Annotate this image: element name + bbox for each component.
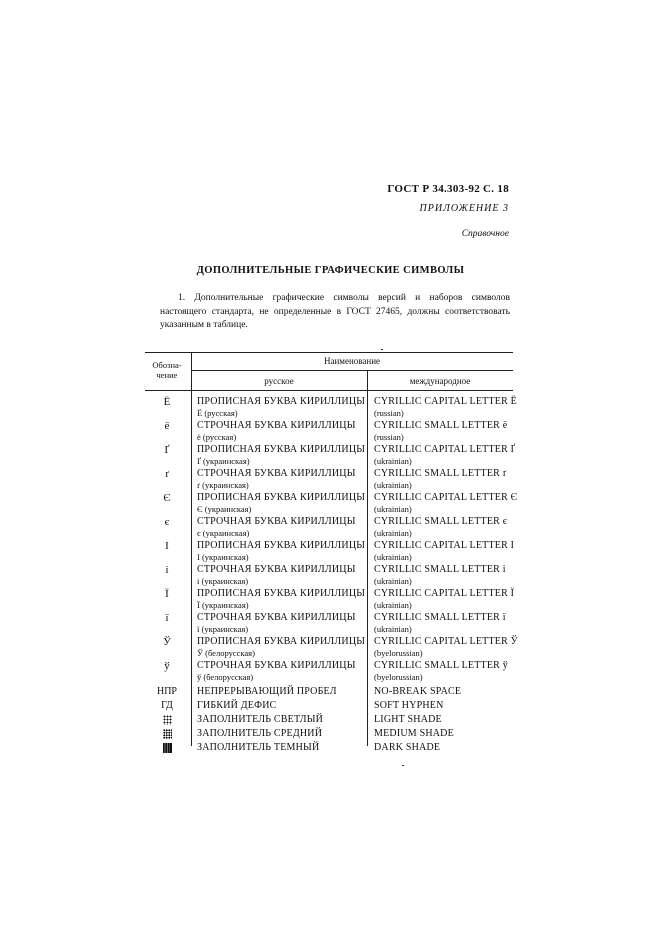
table-row: [145, 468, 513, 492]
table-row: [145, 742, 513, 756]
row-international-name: DARK SHADE: [374, 742, 441, 753]
header-name: Наименование: [323, 356, 381, 366]
row-international-sub: (ukrainian): [374, 504, 412, 514]
row-international-name: NO-BREAK SPACE: [374, 686, 462, 697]
row-international-name: CYRILLIC SMALL LETTER і: [374, 564, 506, 575]
row-russian-sub: ў (белорусская): [197, 672, 254, 682]
dark-shade-icon: [145, 742, 189, 753]
table-row: [145, 588, 513, 612]
row-russian-name: ЗАПОЛНИТЕЛЬ СВЕТЛЫЙ: [197, 714, 324, 725]
row-international-sub: (russian): [374, 408, 404, 418]
table-row: [145, 636, 518, 660]
header-international: международное: [409, 376, 471, 386]
table-row: [145, 564, 513, 588]
row-russian-name: ПРОПИСНАЯ БУКВА КИРИЛЛИЦЫ: [197, 396, 366, 407]
row-russian-name: ПРОПИСНАЯ БУКВА КИРИЛЛИЦЫ: [197, 492, 366, 503]
row-international-sub: (byelorussian): [374, 648, 423, 658]
row-russian-name: НЕПРЕРЫВАЮЩИЙ ПРОБЕЛ: [197, 686, 337, 697]
table-row: [145, 686, 513, 700]
row-international-sub: (ukrainian): [374, 576, 412, 586]
row-russian-sub: ґ (украинская): [197, 480, 249, 490]
table-row: [145, 660, 513, 684]
section-title: ДОПОЛНИТЕЛЬНЫЕ ГРАФИЧЕСКИЕ СИМВОЛЫ: [196, 265, 465, 276]
reference-label: Справочное: [461, 229, 509, 239]
table-subheader-rule: [191, 370, 513, 371]
row-russian-name: СТРОЧНАЯ БУКВА КИРИЛЛИЦЫ: [197, 468, 356, 479]
row-russian-sub: Є (украинская): [197, 504, 252, 514]
row-international-sub: (ukrainian): [374, 600, 412, 610]
row-russian-sub: ї (украинская): [197, 624, 249, 634]
row-russian-sub: Ў (белорусская): [197, 648, 255, 658]
row-international-name: CYRILLIC SMALL LETTER ґ: [374, 468, 507, 479]
row-russian-sub: Ї (украинская): [197, 600, 249, 610]
row-symbol: І: [165, 540, 169, 552]
row-russian-name: ЗАПОЛНИТЕЛЬ ТЕМНЫЙ: [197, 742, 320, 753]
row-international-name: CYRILLIC CAPITAL LETTER Ё: [374, 396, 517, 407]
row-international-name: CYRILLIC SMALL LETTER є: [374, 516, 508, 527]
table-row: [145, 396, 517, 420]
table-row: [145, 516, 513, 540]
row-symbol: є: [164, 516, 170, 528]
speck: [402, 765, 404, 766]
row-symbol: Ё: [163, 396, 171, 408]
row-symbol: Є: [163, 492, 171, 504]
table-row: [145, 420, 513, 444]
row-russian-sub: і (украинская): [197, 576, 249, 586]
row-symbol: ў: [164, 660, 170, 672]
row-symbol: ґ: [165, 468, 169, 480]
row-international-sub: (ukrainian): [374, 480, 412, 490]
appendix-label: ПРИЛОЖЕНИЕ 3: [419, 203, 509, 214]
table-row: [145, 700, 513, 714]
row-international-name: CYRILLIC SMALL LETTER ї: [374, 612, 506, 623]
header-designation: Обозна- чение: [152, 360, 182, 380]
row-symbol: ё: [164, 420, 170, 432]
row-international-name: LIGHT SHADE: [374, 714, 442, 725]
row-russian-name: ПРОПИСНАЯ БУКВА КИРИЛЛИЦЫ: [197, 444, 366, 455]
row-international-name: MEDIUM SHADE: [374, 728, 454, 739]
light-shade-icon: [145, 714, 189, 725]
row-international-name: SOFT HYPHEN: [374, 700, 444, 711]
row-international-sub: (ukrainian): [374, 528, 412, 538]
row-international-name: CYRILLIC SMALL LETTER ё: [374, 420, 508, 431]
medium-shade-icon: [145, 728, 189, 739]
table-row: [145, 612, 513, 636]
row-russian-name: ЗАПОЛНИТЕЛЬ СРЕДНИЙ: [197, 728, 323, 739]
row-international-name: CYRILLIC CAPITAL LETTER Ї: [374, 588, 515, 599]
row-international-name: CYRILLIC CAPITAL LETTER Ў: [374, 636, 518, 647]
header-russian: русское: [264, 376, 294, 386]
row-russian-name: ГИБКИЙ ДЕФИС: [197, 700, 277, 711]
row-russian-sub: є (украинская): [197, 528, 250, 538]
row-symbol: Ў: [163, 636, 171, 648]
row-russian-sub: Ґ (украинская): [197, 456, 250, 466]
row-symbol: НПР: [156, 686, 177, 697]
row-symbol: Ґ: [164, 444, 170, 456]
row-russian-sub: Ё (русская): [197, 408, 238, 418]
row-russian-name: СТРОЧНАЯ БУКВА КИРИЛЛИЦЫ: [197, 420, 356, 431]
document-reference: ГОСТ Р 34.303-92 С. 18: [387, 183, 509, 195]
intro-paragraph: 1. Дополнительные графические символы версий и наборов символов настоящего стандарта, не определенные в ГОСТ 27465, должны соответствовать указанным в таблице.: [160, 293, 510, 330]
row-symbol: Ї: [165, 588, 169, 600]
row-russian-name: СТРОЧНАЯ БУКВА КИРИЛЛИЦЫ: [197, 516, 356, 527]
row-international-sub: (byelorussian): [374, 672, 423, 682]
table-row: [145, 540, 513, 564]
row-russian-sub: ё (русская): [197, 432, 237, 442]
row-international-sub: (ukrainian): [374, 624, 412, 634]
table-top-rule: [145, 352, 513, 353]
row-international-sub: (ukrainian): [374, 552, 412, 562]
table-header-rule: [145, 390, 513, 391]
row-symbol: ГД: [161, 700, 173, 711]
row-symbol: і: [165, 564, 169, 576]
row-russian-sub: І (украинская): [197, 552, 249, 562]
row-international-name: CYRILLIC CAPITAL LETTER І: [374, 540, 515, 551]
table-row: [145, 714, 513, 728]
table-row: [145, 728, 513, 742]
row-international-name: CYRILLIC SMALL LETTER ў: [374, 660, 508, 671]
row-russian-name: СТРОЧНАЯ БУКВА КИРИЛЛИЦЫ: [197, 612, 356, 623]
row-international-name: CYRILLIC CAPITAL LETTER Є: [374, 492, 518, 503]
table-row: [145, 492, 518, 516]
row-russian-name: ПРОПИСНАЯ БУКВА КИРИЛЛИЦЫ: [197, 540, 366, 551]
row-russian-name: СТРОЧНАЯ БУКВА КИРИЛЛИЦЫ: [197, 564, 356, 575]
row-russian-name: ПРОПИСНАЯ БУКВА КИРИЛЛИЦЫ: [197, 588, 366, 599]
row-russian-name: ПРОПИСНАЯ БУКВА КИРИЛЛИЦЫ: [197, 636, 366, 647]
row-international-name: CYRILLIC CAPITAL LETTER Ґ: [374, 444, 516, 455]
row-international-sub: (russian): [374, 432, 404, 442]
table-row: [145, 444, 516, 468]
speck: [381, 349, 383, 350]
row-international-sub: (ukrainian): [374, 456, 412, 466]
row-russian-name: СТРОЧНАЯ БУКВА КИРИЛЛИЦЫ: [197, 660, 356, 671]
row-symbol: ї: [165, 612, 169, 624]
